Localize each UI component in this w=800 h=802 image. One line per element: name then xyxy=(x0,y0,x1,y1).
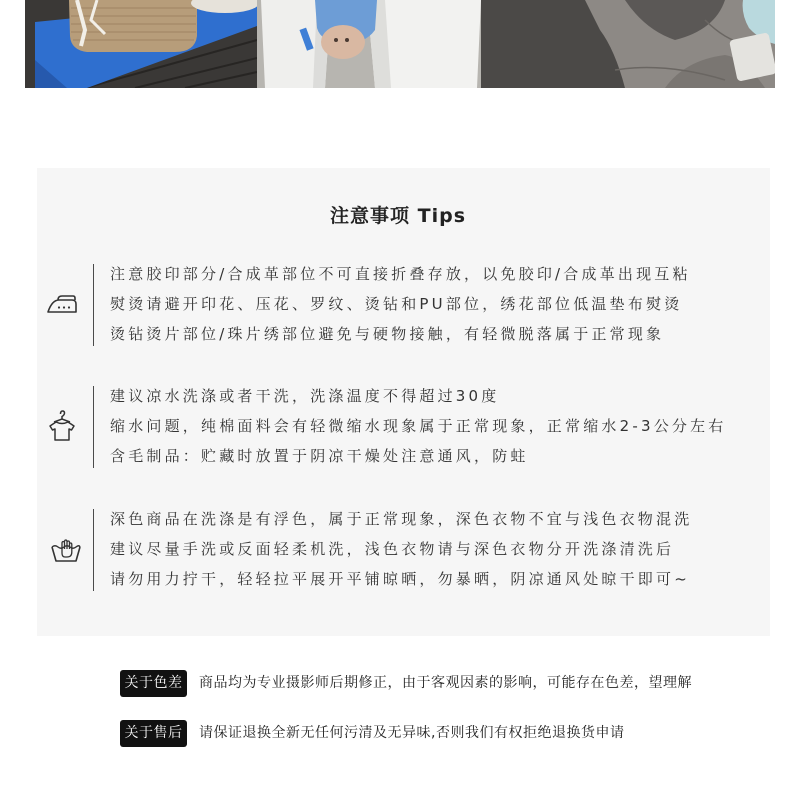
tips-section-hand-wash xyxy=(0,504,760,596)
tip-line: 请勿用力拧干，轻轻拉平展开平铺晾晒，勿暴晒，阴凉通风处晾干即可~ xyxy=(110,570,690,588)
tips-section-shrinkage xyxy=(0,381,760,473)
tip-line: 缩水问题，纯棉面料会有轻微缩水现象属于正常现象，正常缩水2-3公分左右 xyxy=(110,417,727,435)
notice-after-sales xyxy=(120,720,760,747)
tip-line: 熨烫请避开印花、压花、罗纹、烫钻和PU部位，绣花部位低温垫布熨烫 xyxy=(110,295,683,313)
notice-color-difference xyxy=(120,670,760,697)
iron-icon xyxy=(46,293,78,315)
tip-line: 建议尽量手洗或反面轻柔机洗，浅色衣物请与深色衣物分开洗涤清洗后 xyxy=(110,540,675,558)
tip-line: 深色商品在洗涤是有浮色，属于正常现象，深色衣物不宜与浅色衣物混洗 xyxy=(110,510,693,528)
notice-text: 商品均为专业摄影师后期修正，由于客观因素的影响，可能存在色差，望理解 xyxy=(199,675,692,691)
tip-line: 含毛制品：贮藏时放置于阴凉干燥处注意通风，防蛀 xyxy=(110,447,529,465)
product-photo xyxy=(25,0,775,88)
section-divider xyxy=(93,386,94,468)
notice-badge: 关于售后 xyxy=(120,720,187,747)
tip-line: 注意胶印部分/合成革部位不可直接折叠存放，以免胶印/合成革出现互粘 xyxy=(110,265,691,283)
section-lines xyxy=(110,259,691,349)
tip-line: 建议凉水洗涤或者干洗，洗涤温度不得超过30度 xyxy=(110,387,500,405)
tip-line: 烫钻烫片部位/珠片绣部位避免与硬物接触，有轻微脱落属于正常现象 xyxy=(110,325,665,343)
tips-section-ironing xyxy=(0,259,760,351)
section-lines xyxy=(110,504,692,594)
section-lines xyxy=(110,381,727,471)
notice-text: 请保证退换全新无任何污清及无异味,否则我们有权拒绝退换货申请 xyxy=(199,725,625,741)
section-divider xyxy=(93,509,94,591)
notice-badge: 关于色差 xyxy=(120,670,187,697)
hand-wash-icon xyxy=(49,535,83,563)
section-divider xyxy=(93,264,94,346)
tshirt-hanger-icon xyxy=(48,410,76,442)
tips-title: 注意事项 Tips xyxy=(330,205,466,227)
